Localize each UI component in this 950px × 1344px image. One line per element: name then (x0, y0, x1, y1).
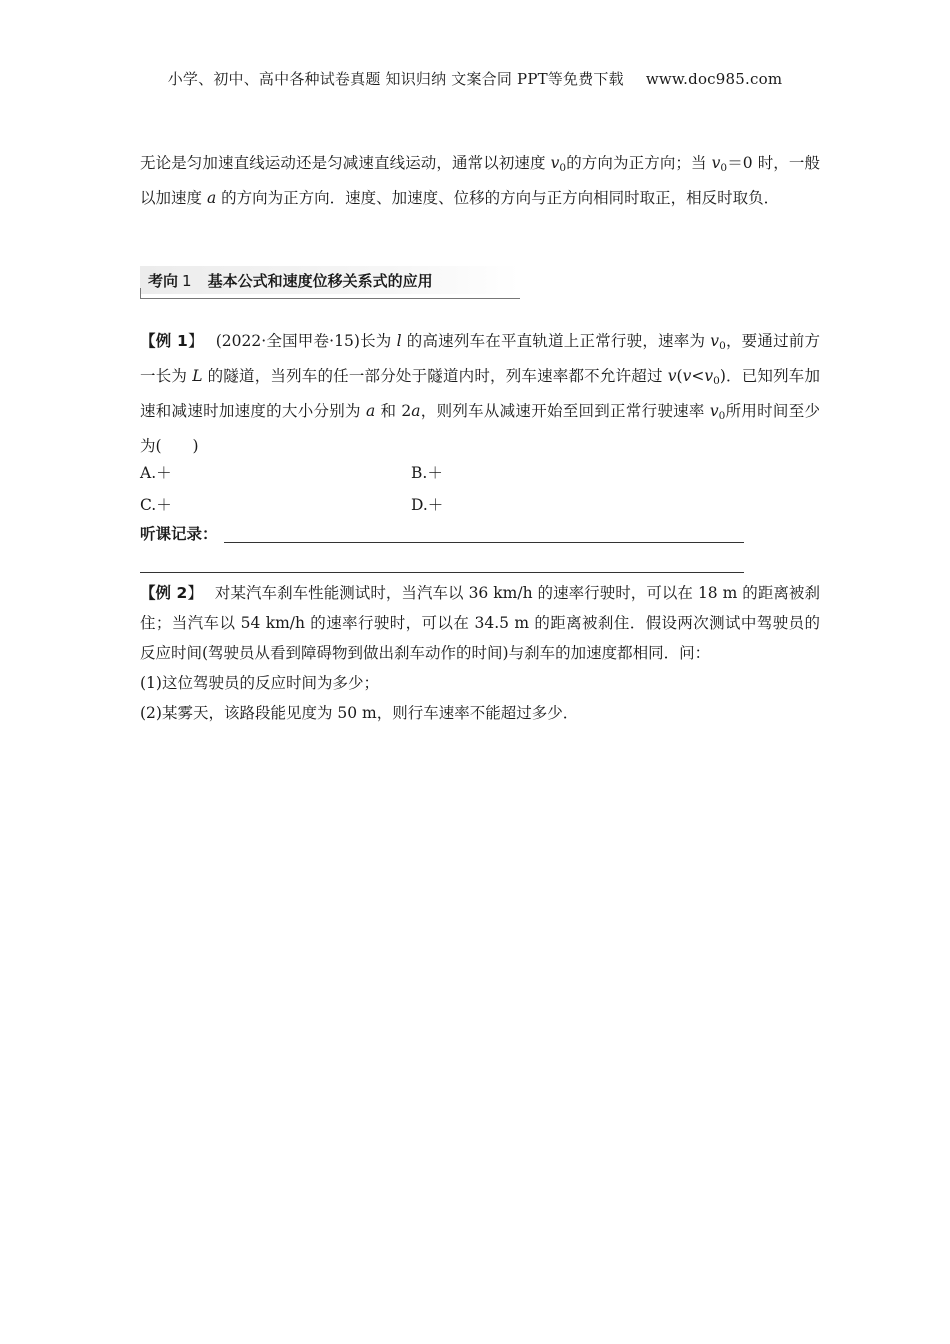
question-1: (1)这位驾驶员的反应时间为多少； (140, 674, 379, 692)
option-c[interactable]: C.＋ (140, 496, 172, 514)
var-l: l (396, 332, 402, 350)
subscript: 0 (713, 375, 720, 387)
var-a: a (366, 402, 376, 420)
question-2: (2)某雾天，该路段能见度为 50 m，则行车速率不能超过多少． (140, 704, 579, 722)
example-text: 和 2 (375, 402, 412, 420)
example-text: ( (676, 367, 683, 385)
section-title (148, 270, 433, 291)
section-heading (140, 266, 520, 300)
var-v: v (682, 367, 692, 385)
option-a[interactable]: A.＋ (140, 464, 172, 482)
notes-area (140, 522, 750, 544)
header-text: 小学、初中、高中各种试卷真题 知识归纳 文案合同 PPT等免费下载 (167, 70, 624, 88)
example-2 (140, 578, 820, 728)
option-b[interactable]: B.＋ (411, 464, 443, 482)
subscript: 0 (720, 162, 728, 174)
intro-paragraph (140, 148, 820, 213)
var-v: v (704, 367, 714, 385)
var-v: v (709, 402, 719, 420)
section-title-text: 基本公式和速度位移关系式的应用 (207, 272, 433, 290)
section-number: 1 (182, 272, 192, 290)
intro-text: 的方向为正方向．速度、加速度、位移的方向与正方向相同时取正，相反时取负． (216, 189, 780, 207)
var-v: v (667, 367, 677, 385)
subscript: 0 (719, 340, 726, 352)
notes-line-1[interactable] (224, 542, 744, 543)
intro-text: 的方向为正方向；当 (566, 154, 712, 172)
option-d[interactable]: D.＋ (411, 496, 444, 514)
example-1 (140, 326, 820, 461)
subscript: 0 (559, 162, 567, 174)
intro-text: ＝0 时，一般以加速度 (140, 154, 821, 207)
example-text: ，则列车从减速开始至回到正常行驶速率 (420, 402, 710, 420)
section-underline (140, 298, 520, 299)
notes-line-2[interactable] (140, 572, 744, 573)
page-header (0, 68, 950, 89)
var-v: v (710, 332, 720, 350)
example-text: ，要通过前方一长为 (140, 332, 820, 385)
intro-text: 无论是匀加速直线运动还是匀减速直线运动，通常以初速度 (140, 154, 551, 172)
var-a: a (411, 402, 421, 420)
options (140, 458, 820, 522)
example-text: )．已知列车加速和减速时加速度的大小分别为 (140, 367, 821, 420)
example-2-label: 【例 2】 (140, 584, 203, 602)
var-L: L (192, 367, 203, 385)
example-text: 对某汽车刹车性能测试时，当汽车以 36 km/h 的速率行驶时，可以在 18 m 的距离被刹住；当汽车以 54 km/h 的速率行驶时，可以在 34.5 m 的距离被刹住．假设两次测试中驾驶员的反应时间(驾驶员从看到障碍物到做出刹车动作的时间)与刹车的加速度都相同．问： (140, 584, 820, 662)
section-label: 考向 (148, 272, 179, 290)
header-site: www.doc985.com (645, 70, 783, 88)
options-row-1 (140, 458, 820, 490)
example-1-label: 【例 1】 (140, 332, 204, 350)
var-v: v (550, 154, 560, 172)
example-text: 所用时间至少为( ) (140, 402, 820, 455)
options-row-2 (140, 490, 820, 522)
example-text: < (691, 367, 705, 385)
example-text: 的高速列车在平直轨道上正常行驶，速率为 (401, 332, 711, 350)
var-a: a (206, 189, 217, 207)
subscript: 0 (718, 410, 726, 422)
notes-label: 听课记录： (140, 525, 218, 543)
example-text: 的隧道，当列车的任一部分处于隧道内时，列车速率都不允许超过 (202, 367, 668, 385)
example-text: (2022·全国甲卷·15)长为 (215, 332, 397, 350)
var-v: v (711, 154, 721, 172)
